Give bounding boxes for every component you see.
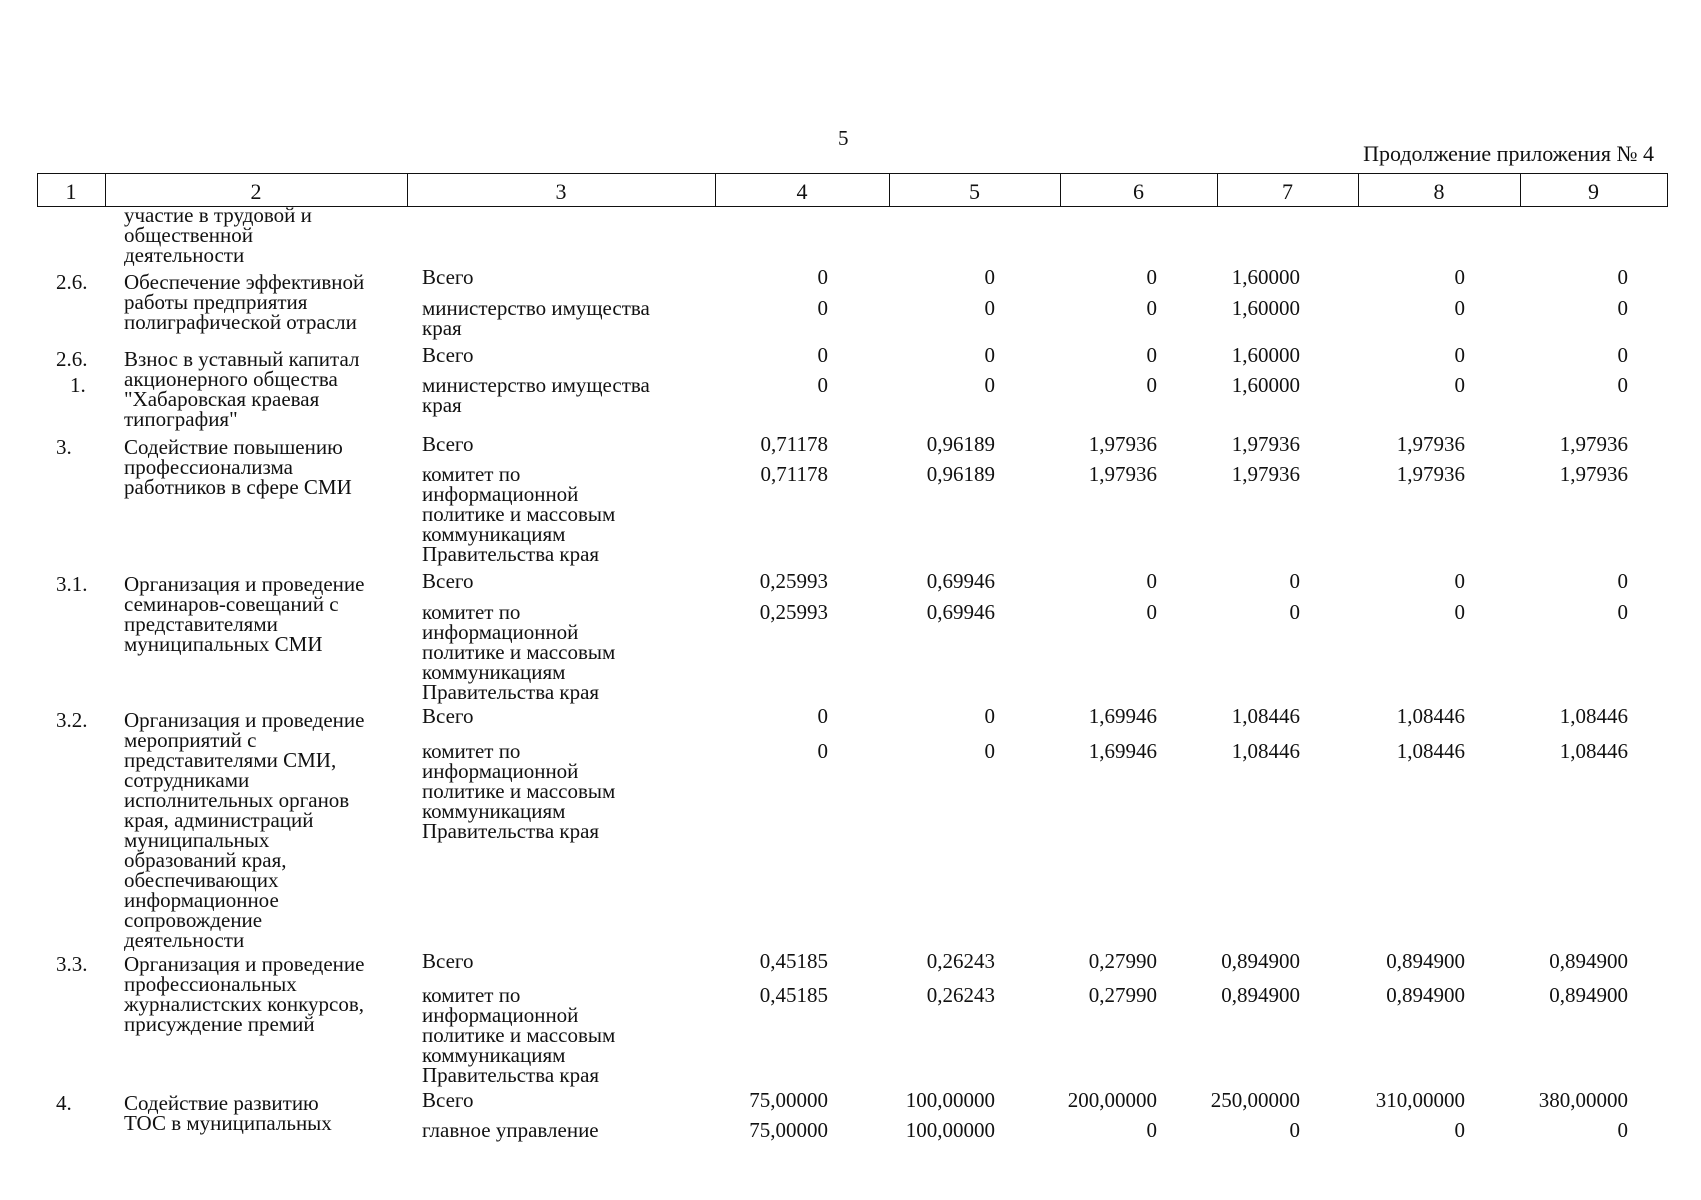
value-cell: 0 [1289, 600, 1300, 624]
value-cell: 0 [984, 373, 995, 397]
value-cell: 0,894900 [1221, 949, 1300, 973]
value-cell: 250,00000 [1210, 1088, 1300, 1112]
header-cell: 3 [555, 179, 567, 204]
row-code: 3.2. [56, 708, 88, 732]
row-title-line: работы предприятия [124, 290, 308, 314]
value-cell: 0 [1146, 296, 1157, 320]
executor-line: Правительства края [422, 819, 600, 843]
value-cell: 0,96189 [926, 432, 995, 456]
value-cell: 0 [817, 739, 828, 763]
value-cell: 310,00000 [1375, 1088, 1465, 1112]
value-cell: 0,25993 [759, 600, 828, 624]
value-cell: 0,894900 [1386, 983, 1465, 1007]
row-title-line: Организация и проведение [124, 952, 365, 976]
value-cell: 0 [1146, 600, 1157, 624]
row-title-line: исполнительных органов [124, 788, 350, 812]
executor-line: политике и массовым [422, 1023, 616, 1047]
row-title-line: Содействие развитию [124, 1091, 319, 1115]
row-code: 4. [56, 1091, 72, 1115]
executor-line: коммуникациям [422, 799, 566, 823]
executor-line: комитет по [422, 983, 521, 1007]
executor-line: политике и массовым [422, 502, 616, 526]
executor-line: министерство имущества [422, 373, 650, 397]
executor-line: комитет по [422, 739, 521, 763]
row-code: 2.6. [56, 347, 88, 371]
header-cell: 7 [1282, 179, 1293, 204]
row-title-line: информационное [124, 888, 279, 912]
value-cell: 0,26243 [926, 983, 995, 1007]
value-cell: 0 [1146, 1118, 1157, 1142]
row-title-line: общественной [124, 223, 254, 247]
executor-line: информационной [422, 759, 579, 783]
continuation-label: Продолжение приложения № 4 [1363, 141, 1654, 166]
value-cell: 0,894900 [1386, 949, 1465, 973]
row-title-line: Организация и проведение [124, 572, 365, 596]
value-cell: 0 [1617, 265, 1628, 289]
executor-line: информационной [422, 1003, 579, 1027]
row-title-line: муниципальных СМИ [124, 632, 323, 656]
value-cell: 0,45185 [759, 983, 828, 1007]
value-cell: 1,97936 [1088, 462, 1157, 486]
executor-line: коммуникациям [422, 660, 566, 684]
executor-line: главное управление [422, 1118, 599, 1142]
header-cell: 5 [969, 179, 980, 204]
value-cell: 0 [1617, 600, 1628, 624]
row-title-line: работников в сфере СМИ [124, 475, 352, 499]
header-cell: 9 [1588, 179, 1599, 204]
executor-line: комитет по [422, 600, 521, 624]
executor-line: информационной [422, 620, 579, 644]
value-cell: 0 [1617, 373, 1628, 397]
value-cell: 0 [984, 265, 995, 289]
row-title-line: деятельности [124, 243, 245, 267]
executor-line: Всего [422, 343, 474, 367]
value-cell: 0 [1289, 569, 1300, 593]
value-cell: 1,60000 [1231, 296, 1300, 320]
executor-line: Всего [422, 704, 474, 728]
row-title-line: полиграфической отрасли [124, 310, 357, 334]
executor-line: коммуникациям [422, 522, 566, 546]
executor-line: края [422, 393, 462, 417]
value-cell: 0,69946 [926, 569, 995, 593]
value-cell: 1,08446 [1231, 704, 1300, 728]
value-cell: 1,69946 [1088, 739, 1157, 763]
value-cell: 1,97936 [1088, 432, 1157, 456]
value-cell: 0 [817, 343, 828, 367]
value-cell: 0,26243 [926, 949, 995, 973]
value-cell: 1,97936 [1396, 432, 1465, 456]
row-title-line: сотрудниками [124, 768, 250, 792]
row-title-line: представителями СМИ, [124, 748, 337, 772]
value-cell: 0,27990 [1088, 949, 1157, 973]
row-title-line: ТОС в муниципальных [124, 1111, 332, 1135]
executor-line: политике и массовым [422, 779, 616, 803]
value-cell: 0 [817, 296, 828, 320]
row-title-line: сопровождение [124, 908, 263, 932]
row-title-line: "Хабаровская краевая [124, 387, 320, 411]
executor-line: коммуникациям [422, 1043, 566, 1067]
value-cell: 1,08446 [1396, 704, 1465, 728]
executor-line: политике и массовым [422, 640, 616, 664]
header-cell: 4 [796, 179, 808, 204]
header-cell: 6 [1133, 179, 1144, 204]
executor-line: комитет по [422, 462, 521, 486]
value-cell: 0 [984, 296, 995, 320]
value-cell: 0 [817, 704, 828, 728]
executor-line: Правительства края [422, 1063, 600, 1087]
row-title-line: Обеспечение эффективной [124, 270, 365, 294]
value-cell: 1,08446 [1559, 704, 1628, 728]
value-cell: 1,60000 [1231, 373, 1300, 397]
value-cell: 0 [1617, 1118, 1628, 1142]
value-cell: 1,60000 [1231, 265, 1300, 289]
executor-line: Всего [422, 265, 474, 289]
row-title-line: присуждение премий [124, 1012, 315, 1036]
row-title-line: Взнос в уставный капитал [124, 347, 360, 371]
value-cell: 0 [1454, 343, 1465, 367]
row-title-line: участие в трудовой и [124, 203, 312, 227]
table-rule [37, 173, 1667, 174]
executor-line: Всего [422, 949, 474, 973]
value-cell: 0 [984, 739, 995, 763]
value-cell: 0 [1454, 296, 1465, 320]
executor-line: информационной [422, 482, 579, 506]
value-cell: 1,97936 [1231, 462, 1300, 486]
header-cell: 1 [65, 179, 77, 204]
row-title-line: мероприятий с [124, 728, 257, 752]
value-cell: 0 [1146, 373, 1157, 397]
executor-line: Всего [422, 569, 474, 593]
row-title-line: образований края, [124, 848, 287, 872]
value-cell: 0 [1146, 569, 1157, 593]
value-cell: 0,894900 [1549, 983, 1628, 1007]
value-cell: 75,00000 [749, 1118, 828, 1142]
value-cell: 0 [1289, 1118, 1300, 1142]
value-cell: 1,97936 [1396, 462, 1465, 486]
value-cell: 1,69946 [1088, 704, 1157, 728]
value-cell: 0 [1454, 373, 1465, 397]
row-title-line: обеспечивающих [124, 868, 279, 892]
value-cell: 380,00000 [1538, 1088, 1628, 1112]
row-title-line: семинаров-совещаний с [124, 592, 339, 616]
row-title-line: журналистских конкурсов, [124, 992, 365, 1016]
value-cell: 1,60000 [1231, 343, 1300, 367]
page-number: 5 [838, 126, 849, 150]
value-cell: 0 [1454, 265, 1465, 289]
value-cell: 0,96189 [926, 462, 995, 486]
value-cell: 0,71178 [760, 462, 828, 486]
table-header [37, 173, 1667, 207]
value-cell: 0,894900 [1221, 983, 1300, 1007]
value-cell: 1,08446 [1559, 739, 1628, 763]
value-cell: 0,27990 [1088, 983, 1157, 1007]
value-cell: 1,97936 [1559, 462, 1628, 486]
value-cell: 0 [1146, 343, 1157, 367]
value-cell: 100,00000 [905, 1088, 995, 1112]
value-cell: 0 [1454, 1118, 1465, 1142]
executor-line: Правительства края [422, 542, 600, 566]
value-cell: 0,25993 [759, 569, 828, 593]
row-title-line: муниципальных [124, 828, 270, 852]
value-cell: 0 [1454, 600, 1465, 624]
header-cell: 2 [250, 179, 262, 204]
value-cell: 75,00000 [749, 1088, 828, 1112]
value-cell: 0 [1617, 343, 1628, 367]
value-cell: 1,08446 [1396, 739, 1465, 763]
executor-line: Всего [422, 1088, 474, 1112]
value-cell: 0 [1146, 265, 1157, 289]
row-code: 1. [70, 373, 86, 397]
value-cell: 0,69946 [926, 600, 995, 624]
header-cell: 8 [1433, 179, 1445, 204]
executor-line: Правительства края [422, 680, 600, 704]
executor-line: края [422, 316, 462, 340]
row-code: 2.6. [56, 270, 88, 294]
row-title-line: акционерного общества [124, 367, 338, 391]
row-title-line: края, администраций [124, 808, 314, 832]
row-title-line: представителями [124, 612, 278, 636]
row-title-line: Содействие повышению [124, 435, 343, 459]
value-cell: 0 [1454, 569, 1465, 593]
row-title-line: деятельности [124, 928, 245, 952]
row-title-line: профессиональных [124, 972, 297, 996]
value-cell: 0 [817, 265, 828, 289]
value-cell: 100,00000 [905, 1118, 995, 1142]
executor-line: министерство имущества [422, 296, 650, 320]
value-cell: 0 [984, 704, 995, 728]
value-cell: 0 [1617, 296, 1628, 320]
row-code: 3. [56, 435, 72, 459]
row-code: 3.3. [56, 952, 88, 976]
value-cell: 1,08446 [1231, 739, 1300, 763]
value-cell: 1,97936 [1559, 432, 1628, 456]
value-cell: 200,00000 [1067, 1088, 1157, 1112]
value-cell: 0 [984, 343, 995, 367]
value-cell: 0 [1617, 569, 1628, 593]
row-title-line: типография" [124, 407, 238, 431]
executor-line: Всего [422, 432, 474, 456]
row-code: 3.1. [56, 572, 88, 596]
value-cell: 0,894900 [1549, 949, 1628, 973]
table-rule [1667, 173, 1668, 207]
value-cell: 0,71178 [760, 432, 828, 456]
value-cell: 0 [817, 373, 828, 397]
value-cell: 0,45185 [759, 949, 828, 973]
row-title-line: профессионализма [124, 455, 293, 479]
row-title-line: Организация и проведение [124, 708, 365, 732]
value-cell: 1,97936 [1231, 432, 1300, 456]
